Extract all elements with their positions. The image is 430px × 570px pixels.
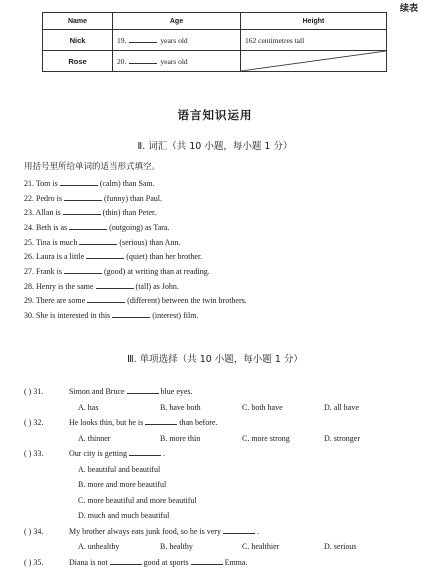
question-34: [24, 524, 424, 540]
answer-paren[interactable]: ( ) 31.: [24, 384, 69, 400]
question-text: Emma.: [225, 558, 248, 567]
item-hint: (quiet) than her brother.: [126, 252, 202, 261]
row-age: [113, 51, 241, 72]
option-b: B. more thin: [160, 431, 242, 447]
item-text: 25. Tina is much: [24, 238, 77, 247]
age-number: 19.: [117, 36, 126, 45]
item-hint: (good) at writing than at reading.: [104, 267, 210, 276]
header-age: Age: [113, 13, 241, 30]
option-a: A. beautiful and beautiful: [24, 462, 424, 478]
item-text: 27. Frank is: [24, 267, 62, 276]
table-row: [43, 51, 387, 72]
row-height: 162 centimetres tall: [241, 30, 387, 51]
list-item: [24, 265, 247, 280]
answer-blank[interactable]: [79, 237, 117, 245]
answer-paren[interactable]: ( ) 35.: [24, 555, 69, 570]
item-text: 26. Laura is a little: [24, 252, 84, 261]
question-31: [24, 384, 424, 400]
list-item: [24, 280, 247, 295]
question-33: [24, 446, 424, 462]
vocab-instruction: 用括号里所给单词的适当形式填空。: [24, 160, 160, 172]
info-table: [42, 12, 387, 72]
list-item: [24, 177, 247, 192]
question-text: blue eyes.: [161, 387, 193, 396]
question-text: Diana is not: [69, 558, 108, 567]
list-item: [24, 309, 247, 324]
diagonal-line: [241, 51, 386, 71]
options-34: [24, 539, 424, 555]
item-hint: (serious) than Ann.: [119, 238, 180, 247]
option-b: B. healthy: [160, 539, 242, 555]
question-text: Simon and Bruce: [69, 387, 125, 396]
options-32: [24, 431, 424, 447]
option-c: C. both have: [242, 400, 324, 416]
item-text: 29. There are some: [24, 296, 85, 305]
answer-paren[interactable]: ( ) 33.: [24, 446, 69, 462]
item-hint: (thin) than Peter.: [103, 208, 157, 217]
row-name: Nick: [43, 30, 113, 51]
item-hint: (different) between the twin brothers.: [127, 296, 247, 305]
list-item: [24, 250, 247, 265]
answer-paren[interactable]: ( ) 34.: [24, 524, 69, 540]
answer-blank: [191, 557, 223, 565]
list-item: [24, 221, 247, 236]
option-d: D. much and much beautiful: [24, 508, 424, 524]
header-height: Height: [241, 13, 387, 30]
option-c: C. more strong: [242, 431, 324, 447]
options-31: [24, 400, 424, 416]
item-hint: (outgoing) as Tara.: [109, 223, 169, 232]
item-text: 21. Tom is: [24, 179, 58, 188]
table-row: [43, 30, 387, 51]
answer-blank[interactable]: [87, 295, 125, 303]
section-main-title: 语言知识运用: [0, 107, 430, 123]
question-text: Our city is getting: [69, 449, 127, 458]
option-b: B. more and more beautiful: [24, 477, 424, 493]
answer-blank[interactable]: [112, 310, 150, 318]
answer-blank[interactable]: [86, 251, 124, 259]
answer-blank[interactable]: [64, 193, 102, 201]
question-text: good at sports: [144, 558, 189, 567]
row-age: [113, 30, 241, 51]
question-text: My brother always eats junk food, so he is very: [69, 527, 221, 536]
vocab-section-title: Ⅱ. 词汇（共 10 小题，每小题 1 分）: [0, 138, 430, 152]
item-text: 24. Beth is as: [24, 223, 67, 232]
item-text: 28. Henry is the same: [24, 282, 94, 291]
option-a: A. has: [78, 400, 160, 416]
question-text: .: [163, 449, 165, 458]
option-a: A. thinner: [78, 431, 160, 447]
option-d: D. all have: [324, 400, 406, 416]
option-d: D. stronger: [324, 431, 406, 447]
list-item: [24, 236, 247, 251]
answer-blank[interactable]: [69, 222, 107, 230]
answer-blank[interactable]: [64, 266, 102, 274]
list-item: [24, 294, 247, 309]
item-hint: (tall) as John.: [136, 282, 179, 291]
item-hint: (calm) than Sam.: [100, 179, 155, 188]
option-c: C. more beautiful and more beautiful: [24, 493, 424, 509]
continued-label: 续表: [400, 1, 418, 14]
question-text: than before.: [179, 418, 217, 427]
item-hint: (interest) film.: [152, 311, 198, 320]
answer-blank: [127, 386, 159, 394]
row-name: Rose: [43, 51, 113, 72]
item-hint: (funny) than Paul.: [104, 194, 162, 203]
answer-blank: [129, 448, 161, 456]
item-text: 23. Allan is: [24, 208, 61, 217]
option-d: D. serious: [324, 539, 406, 555]
question-35: [24, 555, 424, 570]
question-32: [24, 415, 424, 431]
question-text: He looks thin, but he is: [69, 418, 143, 427]
answer-blank: [223, 526, 255, 534]
answer-blank: [110, 557, 142, 565]
age-suffix: years old: [160, 57, 187, 66]
option-b: B. have both: [160, 400, 242, 416]
item-text: 22. Pedro is: [24, 194, 62, 203]
question-text: .: [257, 527, 259, 536]
answer-blank[interactable]: [60, 178, 98, 186]
answer-paren[interactable]: ( ) 32.: [24, 415, 69, 431]
answer-blank[interactable]: [96, 281, 134, 289]
age-suffix: years old: [160, 36, 187, 45]
table-header-row: [43, 13, 387, 30]
header-name: Name: [43, 13, 113, 30]
option-c: C. healthier: [242, 539, 324, 555]
answer-blank[interactable]: [129, 57, 157, 64]
item-text: 30. She is interested in this: [24, 311, 110, 320]
mc-section-title: Ⅲ. 单项选择（共 10 小题，每小题 1 分）: [0, 351, 430, 365]
list-item: [24, 206, 247, 221]
list-item: [24, 192, 247, 207]
vocab-list: [24, 177, 247, 324]
mc-list: [24, 384, 424, 570]
answer-blank: [145, 417, 177, 425]
empty-diagonal-cell: [241, 51, 387, 72]
answer-blank[interactable]: [129, 36, 157, 43]
answer-blank[interactable]: [63, 207, 101, 215]
option-a: A. unhealthy: [78, 539, 160, 555]
age-number: 20.: [117, 57, 126, 66]
